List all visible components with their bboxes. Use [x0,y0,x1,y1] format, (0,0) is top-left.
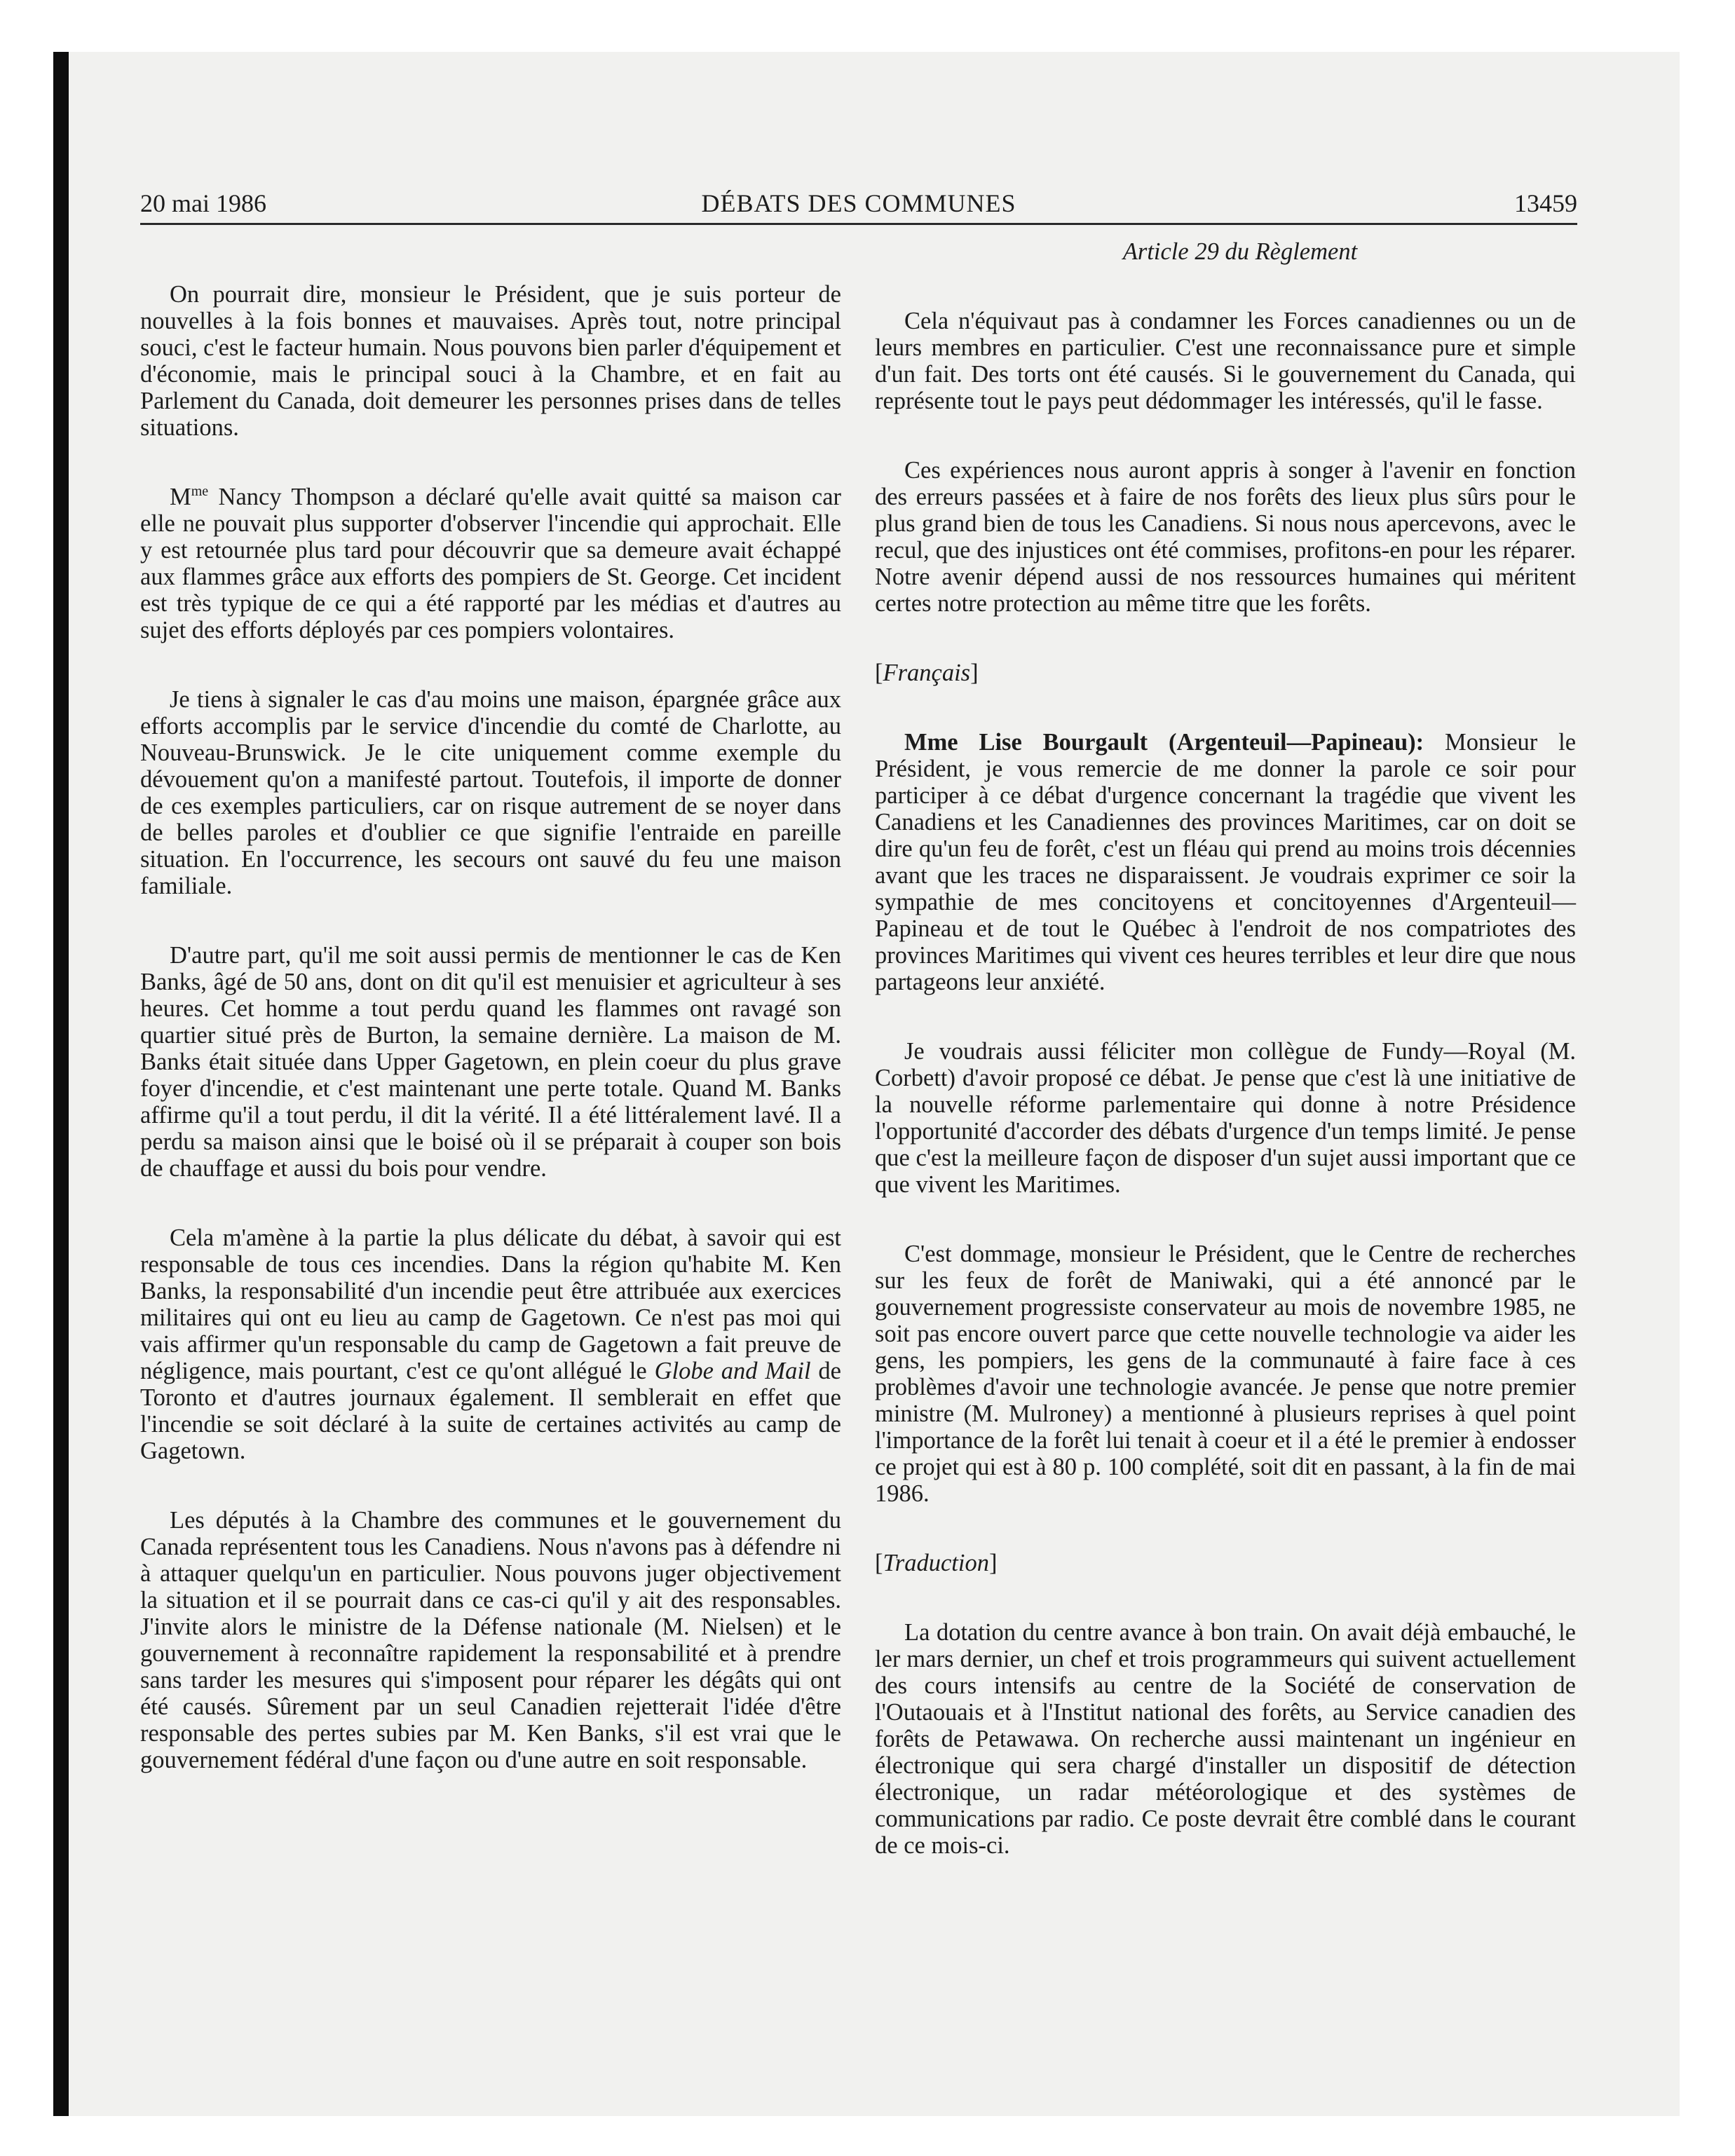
paragraph [875,729,1576,995]
newspaper-title: Globe and Mail [654,1358,811,1384]
title-abbrev: M [170,484,191,510]
right-column [875,238,1576,1859]
speaker-name: Mme Lise Bourgault (Argenteuil—Papineau): [904,729,1424,756]
header-page-number: 13459 [1514,189,1577,217]
title-abbrev-superscript: me [191,484,209,499]
paragraph: D'autre part, qu'il me soit aussi permis de mentionner le cas de Ken Banks, âgé de 50 ans, dont on dit qu'il est menuisier et agriculteur à ses heures. Cet homme a tout perdu quand les flammes ont ravagé son quartier situé près de Burton, la semaine dernière. La maison de M. Banks était située dans Upper Gagetown, en plein coeur du plus grave foyer d'incendie, et c'est maintenant une perte totale. Quand M. Banks affirme qu'il a tout perdu, il dit la vérité. Il a été littéralement lavé. Il a perdu sa maison ainsi que le boisé où il se préparait à couper son bois de chauffage et aussi du bois pour vendre. [140,942,841,1182]
language-marker-text: Traduction [883,1550,989,1576]
paragraph: Les députés à la Chambre des communes et le gouvernement du Canada représentent tous les Canadiens. Nous n'avons pas à défendre ni à attaquer quelqu'un en particulier. Nous pouvons juger objectivement la situation et il se pourrait dans ce cas-ci qu'il y ait des responsables. J'invite alors le ministre de la Défense nationale (M. Nielsen) et le gouvernement à reconnaître rapidement la responsabilité et à prendre sans tarder les mesures qui s'imposent pour réparer les dégâts qui ont été causés. Sûrement par un seul Canadien rejetterait l'idée d'être responsable des pertes subies par M. Ken Banks, s'il est vrai que le gouvernement fédéral d'une façon ou d'une autre en soit responsable. [140,1507,841,1773]
paragraph-text: Nancy Thompson a déclaré qu'elle avait quitté sa maison car elle ne pouvait plus supporter d'observer l'incendie qui approchait. Elle y est retournée plus tard pour découvrir que sa demeure avait échappé aux flammes grâce aux efforts des pompiers de St. George. Cet incident est très typique de ce qui a été rapporté par les médias et d'autres au sujet des efforts déployés par ces pompiers volontaires. [140,484,841,643]
paragraph: La dotation du centre avance à bon train. On avait déjà embauché, le ler mars dernier, un chef et trois programmeurs qui suivent actuellement des cours intensifs au centre de la Société de conservation de l'Outaouais et à l'Institut national des forêts, au Service canadien des forêts de Petawawa. On recherche aussi maintenant un ingénieur en électronique qui sera chargé d'installer un dispositif de détection électronique, un radar météorologique et des systèmes de communications par radio. Ce poste devrait être comblé dans le courant de ce mois-ci. [875,1619,1576,1859]
paragraph: Je voudrais aussi féliciter mon collègue de Fundy—Royal (M. Corbett) d'avoir proposé ce débat. Je pense que c'est là une initiative de la nouvelle réforme parlementaire qui donne à notre Présidence l'opportunité d'accorder des débats d'urgence d'un temps limité. Je pense que c'est la meilleure façon de disposer d'un sujet aussi important que ce que vivent les Maritimes. [875,1038,1576,1198]
header-journal-title: DÉBATS DES COMMUNES [701,189,1016,217]
paragraph-text: Cela m'amène à la partie la plus délicate du débat, à savoir qui est responsable de tous ces incendies. Dans la région qu'habite M. Ken Banks, la responsabilité d'un incendie peut être attribuée aux exercices militaires qui ont eu lieu au camp de Gagetown. Ce n'est pas moi qui vais affirmer qu'un responsable du camp de Gagetown a fait preuve de négligence, mais pourtant, c'est ce qu'ont allégué le [140,1224,841,1384]
paragraph-text: Monsieur le Président, je vous remercie de me donner la parole ce soir pour participer à ce débat d'urgence concernant la tragédie que vivent les Canadiens et les Canadiennes des provinces Maritimes, car on doit se dire qu'un feu de forêt, c'est un fléau qui prend au moins trois décennies avant que les traces ne disparaissent. Je voudrais exprimer ce soir la sympathie de mes concitoyens et concitoyennes d'Argenteuil—Papineau et de tout le Québec à l'endroit de nos compatriotes des provinces Maritimes qui vivent ces heures terribles et leur dire que nous partageons leur anxiété. [875,729,1577,995]
paragraph: On pourrait dire, monsieur le Président, que je suis porteur de nouvelles à la fois bonnes et mauvaises. Après tout, notre principal souci, c'est le facteur humain. Nous pouvons bien parler d'équipement et d'économie, mais le principal souci à la Chambre, et en fait au Parlement du Canada, doit demeurer les personnes prises dans de telles situations. [140,281,841,441]
page-header [140,186,1577,225]
language-marker: [Traduction] [875,1550,998,1576]
paragraph [140,484,841,643]
language-marker: [Français] [875,660,979,686]
paragraph: Cela n'équivaut pas à condamner les Forces canadiennes ou un de leurs membres en particulier. C'est une reconnaissance pure et simple d'un fait. Des torts ont été causés. Si le gouvernement du Canada, qui représente tout le pays peut dédommager les intéressés, qu'il le fasse. [875,308,1576,414]
paragraph: Je tiens à signaler le cas d'au moins une maison, épargnée grâce aux efforts accomplis par le service d'incendie du comté de Charlotte, au Nouveau-Brunswick. Je le cite uniquement comme exemple du dévouement qu'on a manifesté partout. Toutefois, il importe de donner de ces exemples particuliers, car on risque autrement de se noyer dans de belles paroles et d'oublier ce que signifie l'entraide en pareille situation. En l'occurrence, les secours ont sauvé du feu une maison familiale. [140,686,841,899]
binding-edge [53,52,69,2116]
header-date: 20 mai 1986 [140,189,266,217]
left-column [140,281,841,1773]
language-marker-text: Français [883,660,971,686]
paragraph-text: de Toronto et d'autres journaux également. Il semblerait en effet que l'incendie se soit déclaré à la suite de certaines activités au camp de Gagetown. [140,1358,841,1464]
section-rubric: Article 29 du Règlement [1122,238,1358,265]
paragraph: C'est dommage, monsieur le Président, que le Centre de recherches sur les feux de forêt de Maniwaki, qui a été annoncé par le gouvernement progressiste conservateur au mois de novembre 1985, ne soit pas encore ouvert parce que cette nouvelle technologie va aider les gens, les pompiers, les gens de la communauté à faire face à ces problèmes d'avoir une technologie avancée. Je pense que notre premier ministre (M. Mulroney) a mentionné à plusieurs reprises à quel point l'importance de la forêt lui tenait à coeur et il a été le premier à endosser ce projet qui est à 80 p. 100 complété, soit dit en passant, à la fin de mai 1986. [875,1241,1576,1507]
paragraph [140,1224,841,1464]
paragraph: Ces expériences nous auront appris à songer à l'avenir en fonction des erreurs passées et à faire de nos forêts des lieux plus sûrs pour le plus grand bien de tous les Canadiens. Si nous nous apercevons, avec le recul, que des injustices ont été commises, profitons-en pour les réparer. Notre avenir dépend aussi de nos ressources humaines qui méritent certes notre protection au même titre que les forêts. [875,457,1576,617]
